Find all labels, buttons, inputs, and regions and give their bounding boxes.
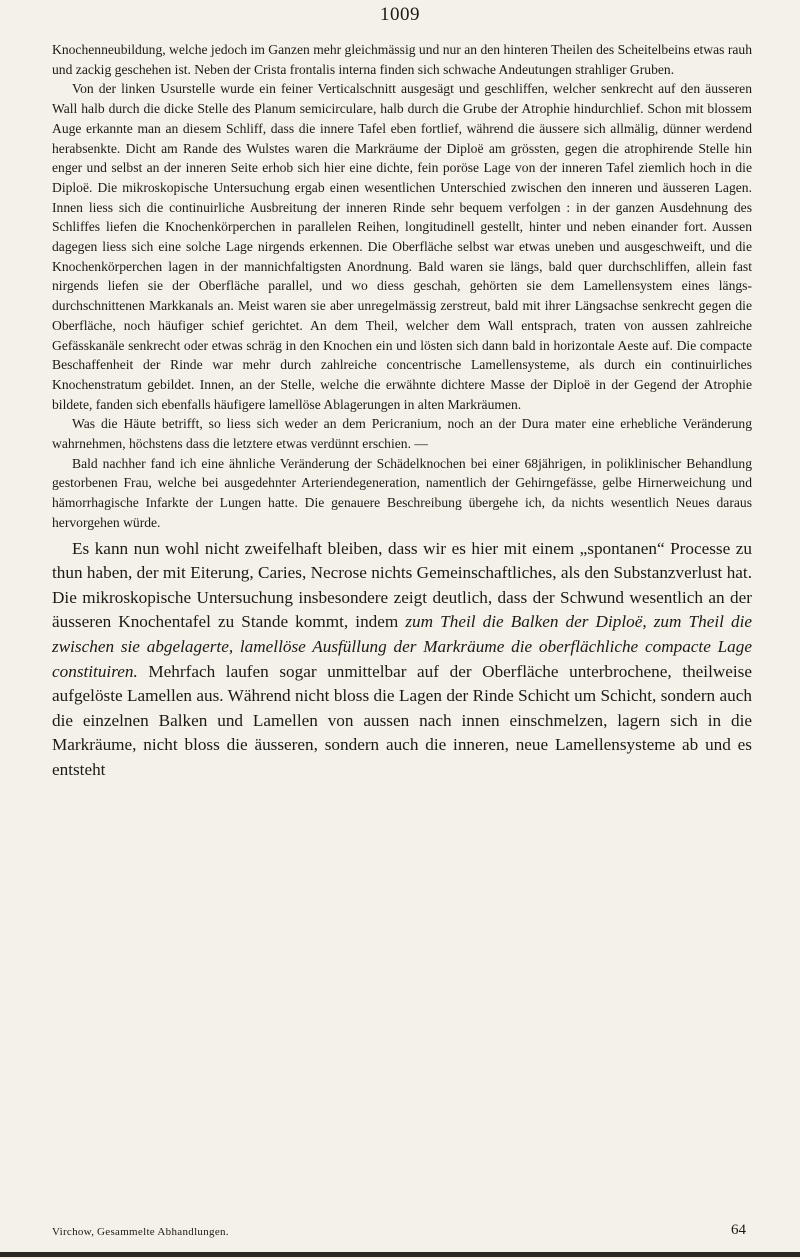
footer-author: Virchow, bbox=[52, 1226, 95, 1238]
paragraph: Was die Häute betrifft, so liess sich weder an dem Pericranium, noch an der Dura mater eine erhebliche Veränderung wahrnehmen, höchstens dass die letztere etwas verdünnt erschien. — bbox=[52, 416, 752, 452]
small-print-section bbox=[52, 40, 752, 533]
paragraph-text: Es kann nun wohl nicht zweifelhaft bleiben, dass wir es hier mit einem „spontanen“ Processe zu thun haben, der mit Eiterung, Caries, Necrose nichts Gemeinschaftliches, als den Substanzverlust hat. Die mikroskopische Untersuchung insbesondere zeigt deutlich, dass der Schwund wesentlich an der äusseren Knochentafel zu Stande kommt, indem bbox=[52, 538, 752, 632]
bottom-edge bbox=[0, 1252, 800, 1257]
paragraph: Von der linken Usurstelle wurde ein feiner Verticalschnitt ausgesägt und geschliffen, welcher senkrecht auf den äusseren Wall halb durch die dicke Stelle des Planum semicirculare, halb durch die Grube der Atrophie hindurchlief. Schon mit blossem Auge erkannte man an diesem Schliff, dass die innere Tafel eben fortlief, während die äussere sich allmälig, dünner werdend herabsenkte. Dicht am Rande des Wulstes waren die Markräume der Diploë am grössten, gegen die atrophirende Stelle hin enger und selbst an der inneren Seite erhob sich hier eine dichte, fein poröse Lage von der inneren Tafel ziemlich hoch in die Diploë. Die mikroskopische Untersuchung ergab einen wesentlichen Unterschied zwischen den inneren und äusseren Lagen. Innen liess sich die continuirliche Ausbreitung der inneren Rinde sehr bequem verfolgen : in der ganzen Ausdehnung des Schliffes liefen die Knochenkörperchen in parallelen Reihen, longitudinell gestellt, hinter und neben einander fort. Aussen dagegen liess sich eine solche Lage nirgends erkennen. Die Oberfläche selbst war etwas uneben und ausgeschweift, und die Knochenkörperchen lagen in der mannichfaltigsten Anordnung. Bald waren sie längs, bald quer durchschliffen, allein fast nirgends liefen sie der Oberfläche parallel, und wo diess geschah, gehörten sie dem Lamellensystem eines längs-durchschnittenen Markkanals an. Meist waren sie aber unregelmässig zerstreut, bald mit ihrer Längsachse senkrecht gegen die Oberfläche, noch häufiger schief gerichtet. An dem Theil, welcher dem Wall entsprach, traten von aussen zahlreiche Gefässkanäle senkrecht oder etwas schräg in den Knochen ein und lösten sich dann bald in horizontale Aeste auf. Die compacte Beschaffenheit der Rinde war mehr durch zahlreiche concentrische Lamellensysteme, als durch ein continuirliches Knochenstratum gebildet. Innen, an der Stelle, welche die erwähnte dichtere Masse der Diploë in der Gegend der Atrophie bildete, fanden sich ebenfalls häufigere lamellöse Ablagerungen in alten Markräumen. bbox=[52, 81, 752, 412]
footer-title: Gesammelte Abhandlungen. bbox=[97, 1226, 229, 1238]
page-footer bbox=[52, 1222, 752, 1238]
paragraph: Knochenneubildung, welche jedoch im Ganzen mehr gleichmässig und nur an den hinteren Theilen des Scheitelbeins etwas rauh und zackig geschehen ist. Neben der Crista frontalis interna finden sich schwache Andeutungen strahliger Gruben. bbox=[52, 42, 752, 77]
body-text bbox=[52, 40, 752, 783]
paragraph bbox=[52, 537, 752, 783]
main-print-section bbox=[52, 537, 752, 783]
paragraph-text: Mehrfach laufen sogar unmittelbar auf der Oberfläche unterbrochene, theilweise aufgelöste Lamellen aus. Während nicht bloss die Lagen der Rinde Schicht um Schicht, sondern auch die einzelnen Balken und Lamellen von aussen nach innen einschmelzen, lagern sich in die Markräume, nicht bloss die äusseren, sondern auch die inneren, neue Lamellensysteme ab und es entsteht bbox=[52, 661, 752, 779]
signature-mark: 64 bbox=[731, 1222, 746, 1238]
emphasized-text: zum Theil die Balken der Diploë, zum Theil die zwischen sie abgelagerte, lamellöse Ausfüllung der Markräume die oberflächliche compacte Lage constituiren. bbox=[52, 612, 752, 681]
page-number: 1009 bbox=[380, 4, 420, 25]
paragraph: Bald nachher fand ich eine ähnliche Veränderung der Schädelknochen bei einer 68jährigen, in poliklinischer Behandlung gestorbenen Frau, welche bei ausgedehnter Arteriendegeneration, namentlich der Gehirngefässe, gelbe Hirnerweichung und hämorrhagische Infarkte der Lungen hatte. Die genauere Beschreibung übergehe ich, da nichts wesentlich Neues daraus hervorgehen würde. bbox=[52, 455, 752, 530]
